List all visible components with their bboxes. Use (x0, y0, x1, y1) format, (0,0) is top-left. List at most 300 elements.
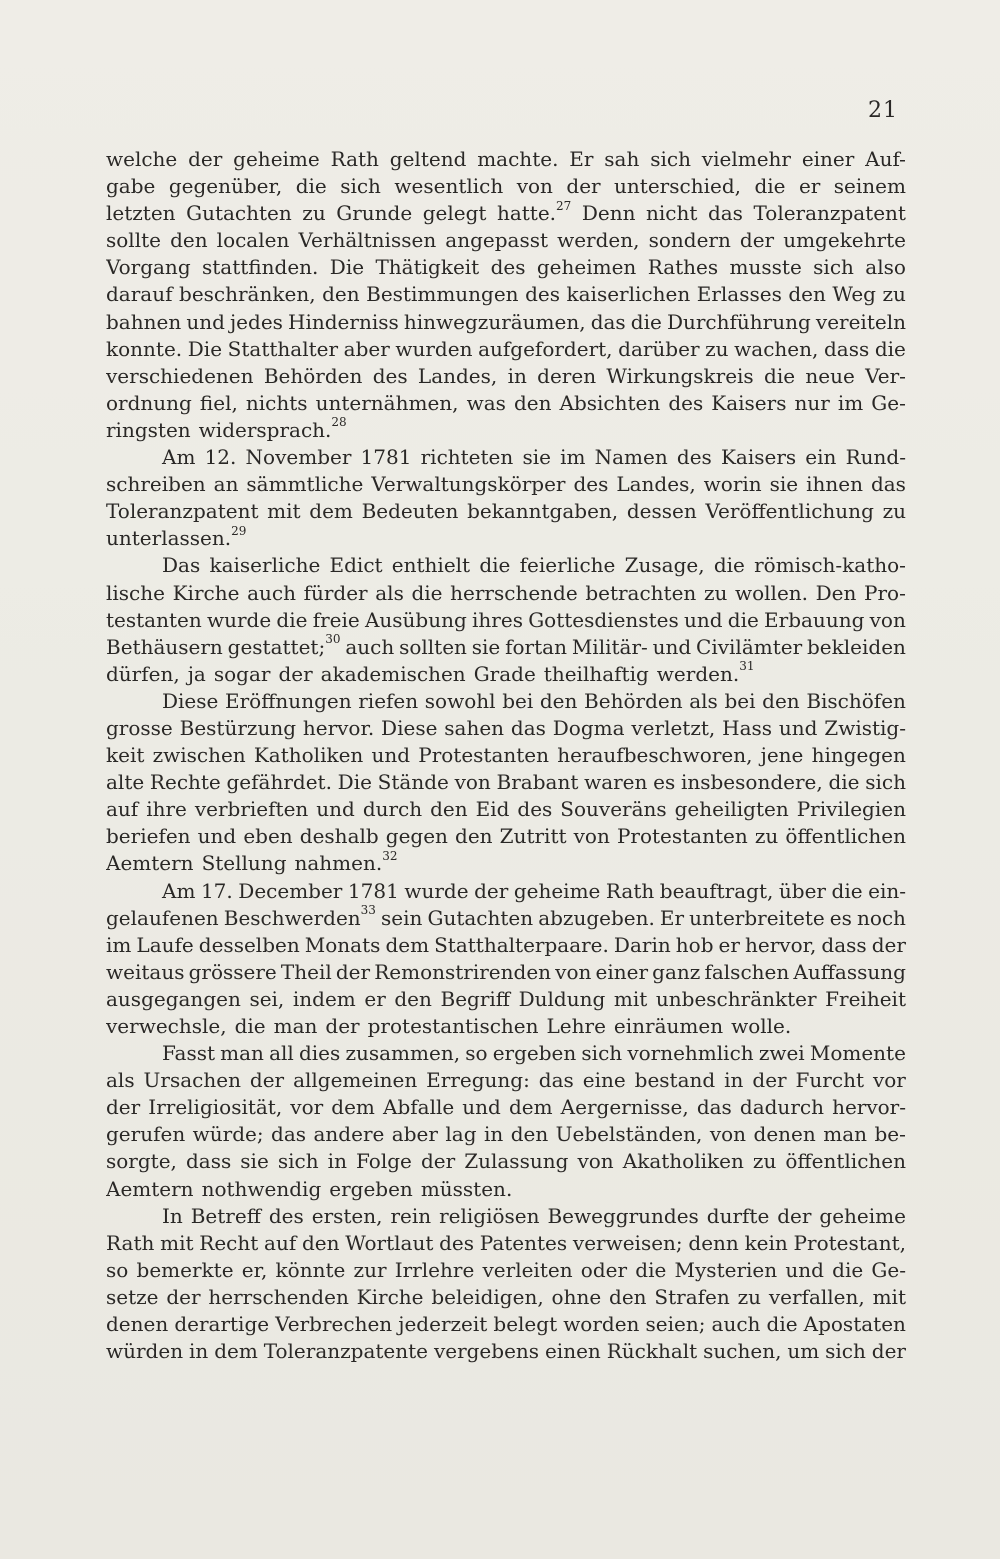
word: Landes, (616, 472, 696, 497)
word: im (837, 390, 864, 415)
word: sich (340, 174, 381, 199)
word: Gutachten (427, 905, 534, 930)
word: Dogma (552, 715, 625, 740)
word: akademischen (320, 661, 466, 686)
word: jene (760, 743, 804, 768)
word: über (778, 878, 826, 903)
word: abzugeben. (538, 905, 655, 930)
word: weitaus (106, 959, 185, 984)
word: ordnung (106, 390, 192, 415)
word: protestantischen (367, 1014, 539, 1038)
word: der (106, 1095, 141, 1120)
text-line (106, 850, 906, 877)
word: Rathes (647, 255, 719, 280)
word: Grade (473, 661, 536, 686)
word: umgekehrte (783, 228, 906, 253)
word: nur (794, 390, 830, 415)
word: Kirche (172, 580, 240, 605)
text-line (106, 878, 906, 905)
word: dadurch (739, 1095, 824, 1120)
text-line (106, 254, 906, 281)
text-line (106, 986, 906, 1013)
word: bestand (634, 1068, 716, 1093)
word: ihre (146, 797, 187, 822)
word: von (709, 1122, 747, 1147)
word: Privilegien (796, 797, 906, 822)
word: des (573, 472, 609, 497)
word: des (372, 363, 408, 388)
text-line (106, 552, 906, 579)
word: Protestanten (616, 824, 748, 849)
word: Laufe (136, 932, 194, 957)
word: der (166, 1284, 201, 1309)
word: Beweggrundes (547, 1203, 699, 1228)
word: ganz (652, 959, 701, 984)
word: der (739, 228, 775, 253)
word: darauf (106, 282, 173, 307)
word: sollte (106, 228, 161, 253)
word: herrschenden (208, 1284, 349, 1309)
word: er (364, 986, 386, 1011)
word: an (213, 472, 239, 497)
text-line (106, 580, 906, 607)
word: Recht (199, 1230, 259, 1255)
word: man (273, 1014, 318, 1038)
word: oder (580, 1257, 628, 1282)
word: sondern (648, 228, 731, 253)
word: den (788, 282, 826, 307)
word: Aemtern (106, 1176, 194, 1201)
word: Toleranzpatente (263, 1339, 429, 1364)
word: zu (302, 201, 326, 226)
word: fürder (303, 580, 368, 605)
word: localen (216, 228, 290, 253)
word: Die (329, 255, 365, 280)
text-line (106, 1013, 906, 1040)
word: das (870, 472, 906, 497)
word: das (510, 715, 546, 740)
word: Erregung: (426, 1068, 530, 1093)
word: 12. (204, 445, 237, 470)
word: wurde (404, 878, 469, 903)
word: setze (106, 1284, 159, 1309)
word: in (724, 1068, 744, 1093)
word: Wortlaut (345, 1230, 434, 1255)
text-line (106, 769, 906, 796)
word: sich (650, 147, 691, 171)
word: Absichten (559, 390, 661, 415)
word: Apostaten (803, 1312, 906, 1337)
word: gabe (106, 174, 156, 199)
word: Toleranzpatent (753, 201, 906, 226)
word: verweisen; (572, 1230, 683, 1255)
word: der (420, 1149, 456, 1174)
word: als (689, 688, 718, 713)
word: freie (312, 607, 360, 632)
footnote-ref: 28 (331, 416, 347, 430)
word: kaiserlichen (566, 282, 691, 307)
word: ohne (551, 1284, 602, 1309)
word: Momente (809, 1041, 906, 1066)
word: der (188, 147, 223, 171)
word: enthielt (391, 553, 471, 578)
word: zu (752, 1149, 777, 1174)
word: in (483, 1122, 504, 1147)
word: wesentlich (394, 174, 504, 199)
footnote-ref: 31 (739, 660, 755, 674)
word: ein (805, 445, 837, 470)
word: Den (815, 580, 857, 605)
word: Betreff (190, 1203, 261, 1228)
word: worin (703, 472, 762, 497)
word: wurde (206, 607, 272, 632)
word: derartige (174, 1312, 270, 1337)
word: deshalb (299, 824, 379, 849)
word: ausgegangen (106, 986, 241, 1011)
word: 1781 (347, 878, 399, 903)
text-line (106, 1203, 906, 1230)
word: die (234, 1014, 266, 1038)
word: im (560, 445, 586, 470)
word: werden, (557, 228, 640, 253)
text-line (106, 715, 906, 742)
word: und (462, 1095, 501, 1120)
word: verletzt, (631, 715, 716, 740)
word: römisch-katho- (754, 553, 906, 578)
word: gefährdet. (226, 770, 332, 795)
word: Ge- (871, 1257, 906, 1282)
word: Patentes (479, 1230, 568, 1255)
word: Zusage, (624, 553, 705, 578)
word: denen (106, 1312, 169, 1337)
word: verbrieften (194, 797, 309, 822)
word: nahmen.$^{32}$ (294, 850, 398, 876)
word: ergeben (329, 1176, 413, 1201)
text-line (106, 905, 906, 932)
word: gestattet;$^{30}$ (227, 633, 341, 659)
word: die (276, 607, 308, 632)
word: Grunde (336, 201, 413, 226)
word: die (764, 363, 796, 388)
word: ringsten (106, 417, 191, 442)
word: Hinderniss (288, 309, 399, 334)
word: Namen (594, 445, 668, 470)
word: Protestanten (418, 743, 550, 768)
text-line (106, 1040, 906, 1067)
word: die (411, 580, 443, 605)
word: Die (337, 770, 372, 795)
word: zu (737, 1284, 761, 1309)
word: so (106, 1257, 129, 1282)
word: einer (595, 959, 649, 984)
word: hinwegzuräumen, (403, 309, 586, 334)
word: Duldung (518, 986, 606, 1011)
word: er, (241, 1257, 268, 1282)
word: Lehre (546, 1014, 606, 1038)
word: sie (522, 445, 551, 470)
word: die (828, 770, 860, 795)
word: durfte (706, 1203, 770, 1228)
word: der (325, 1014, 360, 1038)
word: zwei (758, 1041, 805, 1066)
word: widersprach.$^{28}$ (198, 416, 347, 442)
word: gelaufenen (106, 905, 219, 930)
word: den (762, 688, 800, 713)
word: beauftragt, (659, 878, 774, 903)
word: riefen (358, 688, 419, 713)
word: neue (805, 363, 855, 388)
word: sie (769, 472, 799, 497)
word: Gottesdienstes (528, 607, 679, 632)
word: Diese (381, 715, 438, 740)
word: dass (185, 1149, 232, 1174)
word: Weg (832, 282, 876, 307)
word: keit (106, 743, 145, 768)
word: sich (277, 1149, 319, 1174)
word: Strafen (654, 1284, 730, 1309)
word: unternähmen, (315, 390, 459, 415)
word: seinem (833, 174, 906, 199)
word: unterlassen.$^{29}$ (106, 525, 247, 551)
word: das (696, 1095, 732, 1120)
word: geltend (389, 147, 467, 171)
word: den (513, 390, 552, 415)
word: angepasst (445, 228, 549, 253)
word: bemerkte (136, 1257, 234, 1282)
word: was (466, 390, 506, 415)
word: als (375, 580, 404, 605)
word: Diese (162, 688, 219, 713)
word: Beschwerden$^{33}$ (223, 904, 376, 930)
word: desselben (198, 932, 300, 957)
word: sogar (213, 661, 271, 686)
word: nicht (646, 201, 698, 226)
word: sowohl (424, 688, 496, 713)
body-text (106, 146, 906, 1365)
word: Statthalter (227, 336, 339, 361)
text-line (106, 173, 906, 200)
text-line (106, 1067, 906, 1094)
word: Landes, (417, 363, 498, 388)
word: theilhaftig (543, 661, 649, 686)
word: bahnen (106, 309, 182, 334)
word: den (609, 1284, 647, 1309)
word: das (590, 309, 626, 334)
word: schreiben (106, 472, 206, 497)
word: machte. (477, 147, 559, 171)
word: unterbreitete (689, 905, 825, 930)
word: hingegen (811, 743, 906, 768)
word: Zutritt (499, 824, 567, 849)
footnote-ref: 29 (231, 525, 247, 538)
word: Souveräns (560, 797, 667, 822)
word: so (465, 1041, 488, 1066)
word: Remonstrirenden (374, 959, 552, 984)
word: geheime (819, 1203, 906, 1228)
word: Bethäusern (106, 634, 223, 659)
word: Rath (605, 878, 655, 903)
word: ihnen (806, 472, 863, 497)
word: beriefen (106, 824, 191, 849)
word: Zwistig- (824, 715, 906, 740)
word: Auffassung (793, 959, 906, 984)
word: es (653, 770, 676, 795)
word: geheiligten (674, 797, 789, 822)
word: Erlasses (696, 282, 782, 307)
word: dass (821, 932, 867, 957)
word: und (186, 309, 225, 334)
word: verschiedenen (106, 363, 254, 388)
word: verfallen, (768, 1284, 865, 1309)
text-line (106, 932, 906, 959)
word: Katholiken (253, 743, 364, 768)
word: Darin (613, 932, 671, 957)
word: sich (865, 770, 906, 795)
word: Stände (377, 770, 449, 795)
word: hob (675, 932, 714, 957)
word: dürfen, (106, 661, 180, 686)
word: Wirkungskreis (606, 363, 754, 388)
text-line (106, 417, 906, 444)
word: sie (240, 1149, 269, 1174)
text-line (106, 309, 906, 336)
word: einer (801, 147, 855, 171)
word: zu (705, 336, 729, 361)
word: das (538, 1068, 574, 1093)
word: sie (471, 634, 501, 659)
word: die (635, 1257, 667, 1282)
word: sorgte, (106, 1149, 177, 1174)
word: kein (744, 1230, 788, 1255)
word: als (106, 1068, 135, 1093)
word: die (832, 1257, 864, 1282)
word: Theil (280, 959, 332, 984)
word: den (170, 228, 208, 253)
word: der (752, 1068, 787, 1093)
word: all (269, 1041, 294, 1066)
word: den (455, 824, 493, 849)
word: öffentlichen (785, 1149, 906, 1174)
footnote-ref: 30 (325, 633, 341, 647)
word: gegen (385, 824, 448, 849)
word: dessen (626, 499, 697, 524)
word: auf (106, 797, 139, 822)
footnote-ref: 27 (556, 200, 572, 213)
word: könnte (275, 1257, 346, 1282)
word: würde; (192, 1122, 264, 1147)
word: grössere (188, 959, 277, 984)
word: des (517, 797, 553, 822)
text-line (106, 1121, 906, 1148)
word: vor (872, 1068, 906, 1093)
word: zu (882, 282, 906, 307)
word: von (573, 824, 610, 849)
text-line (106, 823, 906, 850)
word: Aemtern (106, 851, 194, 876)
word: der (777, 1203, 812, 1228)
word: den (430, 797, 468, 822)
word: dem (331, 1095, 375, 1120)
word: denn (688, 1230, 739, 1255)
word: den (510, 1122, 549, 1147)
text-line (106, 688, 906, 715)
word: und (683, 607, 723, 632)
word: gegenüber, (168, 174, 283, 199)
word: die (295, 174, 327, 199)
text-line (106, 661, 906, 688)
word: wurden (395, 336, 473, 361)
word: dem (309, 499, 353, 524)
word: und (778, 715, 818, 740)
word: suchen, (703, 1339, 782, 1364)
word: er (718, 932, 740, 957)
word: allgemeinen (293, 1068, 418, 1093)
word: zu (754, 824, 779, 849)
word: Aergernisse, (560, 1095, 689, 1120)
word: Hass (722, 715, 773, 740)
word: Am (162, 445, 196, 470)
word: Civilämter (696, 634, 803, 659)
text-line (106, 1311, 906, 1338)
word: dem (214, 1339, 258, 1364)
word: Bestimmungen (366, 282, 519, 307)
word: In (162, 1203, 183, 1228)
word: werden.$^{31}$ (656, 660, 755, 686)
word: dem (508, 1095, 553, 1120)
word: fiel, (199, 390, 238, 415)
word: nothwendig (201, 1176, 322, 1201)
word: Durchführung (666, 309, 811, 334)
word: Irreligiosität, (148, 1095, 283, 1120)
word: Fasst (162, 1041, 216, 1066)
text-line (106, 959, 906, 986)
word: einräumen (613, 1014, 724, 1038)
word: des (525, 282, 560, 307)
word: Statthalterpaare. (434, 932, 609, 957)
word: Bestürzung (179, 715, 297, 740)
word: Zulassung (464, 1149, 569, 1174)
word: die (727, 607, 759, 632)
word: feierliche (519, 553, 616, 578)
word: der (871, 932, 906, 957)
word: Begriff (440, 986, 511, 1011)
word: sah (604, 147, 640, 171)
word: bekleiden (807, 634, 906, 659)
word: unbeschränkter (655, 986, 817, 1011)
word: herrschende (450, 580, 578, 605)
word: von (555, 959, 592, 984)
word: vereiteln (815, 309, 906, 334)
word: sahen (444, 715, 505, 740)
word: einen (544, 1339, 601, 1364)
word: stattfinden. (202, 255, 319, 280)
word: geheime (513, 878, 601, 903)
word: auch (711, 1312, 761, 1337)
word: dem (385, 932, 430, 957)
word: hatte.$^{27}$ (496, 200, 572, 226)
word: jedes (229, 309, 283, 334)
word: Rückhalt (606, 1339, 698, 1364)
word: aber (343, 336, 390, 361)
word: gelegt (422, 201, 487, 226)
word: würden (106, 1339, 184, 1364)
word: andere (313, 1122, 385, 1147)
word: fortan (505, 634, 567, 659)
word: Rath (330, 147, 379, 171)
word: Akatholiken (622, 1149, 744, 1174)
word: Bischöfen (806, 688, 906, 713)
word: zu (703, 580, 728, 605)
